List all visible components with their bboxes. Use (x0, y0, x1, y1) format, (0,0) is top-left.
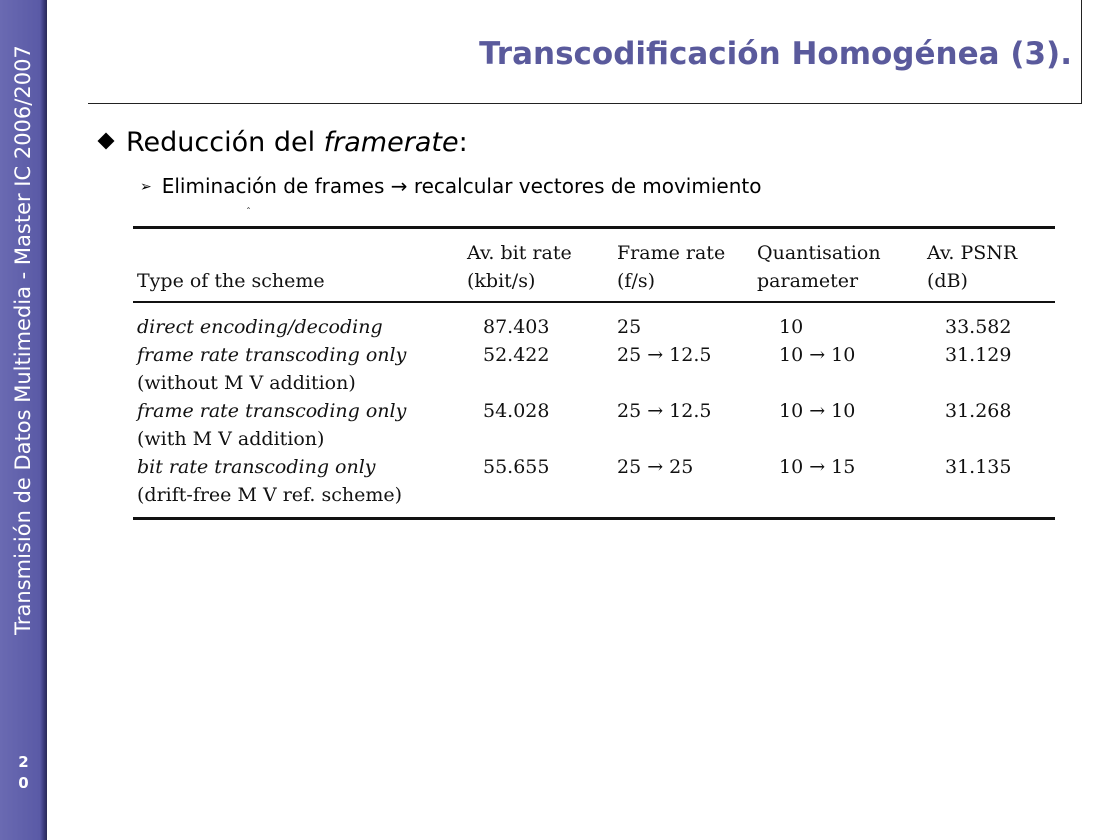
cell-scheme-note: (with M V addition) (137, 428, 325, 450)
table-row (133, 341, 1055, 397)
cell-qp: 10 → 10 (779, 400, 856, 422)
cell-bit-rate: 55.655 (463, 453, 613, 519)
sub-bullet-text: Eliminación de frames → recalcular vectores de movimiento (161, 174, 762, 198)
cell-qp: 10 → 15 (753, 453, 923, 519)
bullet-suffix: : (458, 127, 468, 158)
table-row (133, 397, 1055, 453)
bullet-prefix: Reducción del (126, 127, 324, 158)
cell-scheme: frame rate transcoding only (with M V addition) (137, 400, 407, 450)
cell-qp: 10 (779, 316, 804, 338)
table-row (133, 453, 1055, 519)
cell-bit-rate: 52.422 (483, 344, 550, 366)
cell-psnr: 31.268 (945, 400, 1012, 422)
header-frame-rate: Frame rate (f/s) (613, 228, 753, 303)
cell-scheme-note: (without M V addition) (137, 372, 356, 394)
cell-psnr: 31.135 (923, 453, 1055, 519)
cell-bit-rate: 87.403 (483, 316, 550, 338)
slide-title: Transcodificación Homogénea (3). (479, 36, 1072, 72)
page-number (0, 752, 47, 794)
bullet-emphasis: framerate (323, 127, 459, 158)
cell-frame-rate: 25 → 12.5 (617, 344, 712, 366)
table-header-row (133, 228, 1055, 303)
cell-scheme: frame rate transcoding only (without M V addition) (137, 344, 407, 394)
cell-frame-rate: 25 → 12.5 (617, 400, 712, 422)
sidebar-course-title: Transmisión de Datos Multimedia - Master IC 2006/2007 (11, 45, 35, 635)
page-number-digit: 2 (18, 753, 29, 771)
header-quantisation: Quantisation parameter (753, 228, 923, 303)
cell-scheme: direct encoding/decoding (137, 316, 383, 338)
cell-scheme: bit rate transcoding only (drift-free M V ref. scheme) (133, 453, 463, 519)
cell-bit-rate: 54.028 (483, 400, 550, 422)
diamond-bullet-icon (98, 133, 115, 150)
sub-bullet-frame-elimination (140, 174, 761, 198)
transcoding-results-table (133, 226, 1055, 520)
header-scheme: Type of the scheme (133, 228, 463, 303)
cell-frame-rate: 25 → 25 (613, 453, 753, 519)
cell-frame-rate: 25 (617, 316, 642, 338)
scan-artifact: ˆ (246, 207, 251, 218)
title-side-line (1081, 0, 1082, 104)
cell-psnr: 31.129 (945, 344, 1012, 366)
title-underline (88, 103, 1082, 104)
table-row (133, 302, 1055, 341)
header-psnr: Av. PSNR (dB) (923, 228, 1055, 303)
sidebar (0, 0, 47, 840)
bullet-framerate-reduction (98, 127, 468, 158)
page-number-digit: 0 (18, 774, 29, 792)
cell-scheme-note: (drift-free M V ref. scheme) (137, 484, 403, 506)
arrow-bullet-icon: ➢ (140, 179, 152, 195)
header-bit-rate: Av. bit rate (kbit/s) (463, 228, 613, 303)
cell-psnr: 33.582 (945, 316, 1012, 338)
cell-qp: 10 → 10 (779, 344, 856, 366)
